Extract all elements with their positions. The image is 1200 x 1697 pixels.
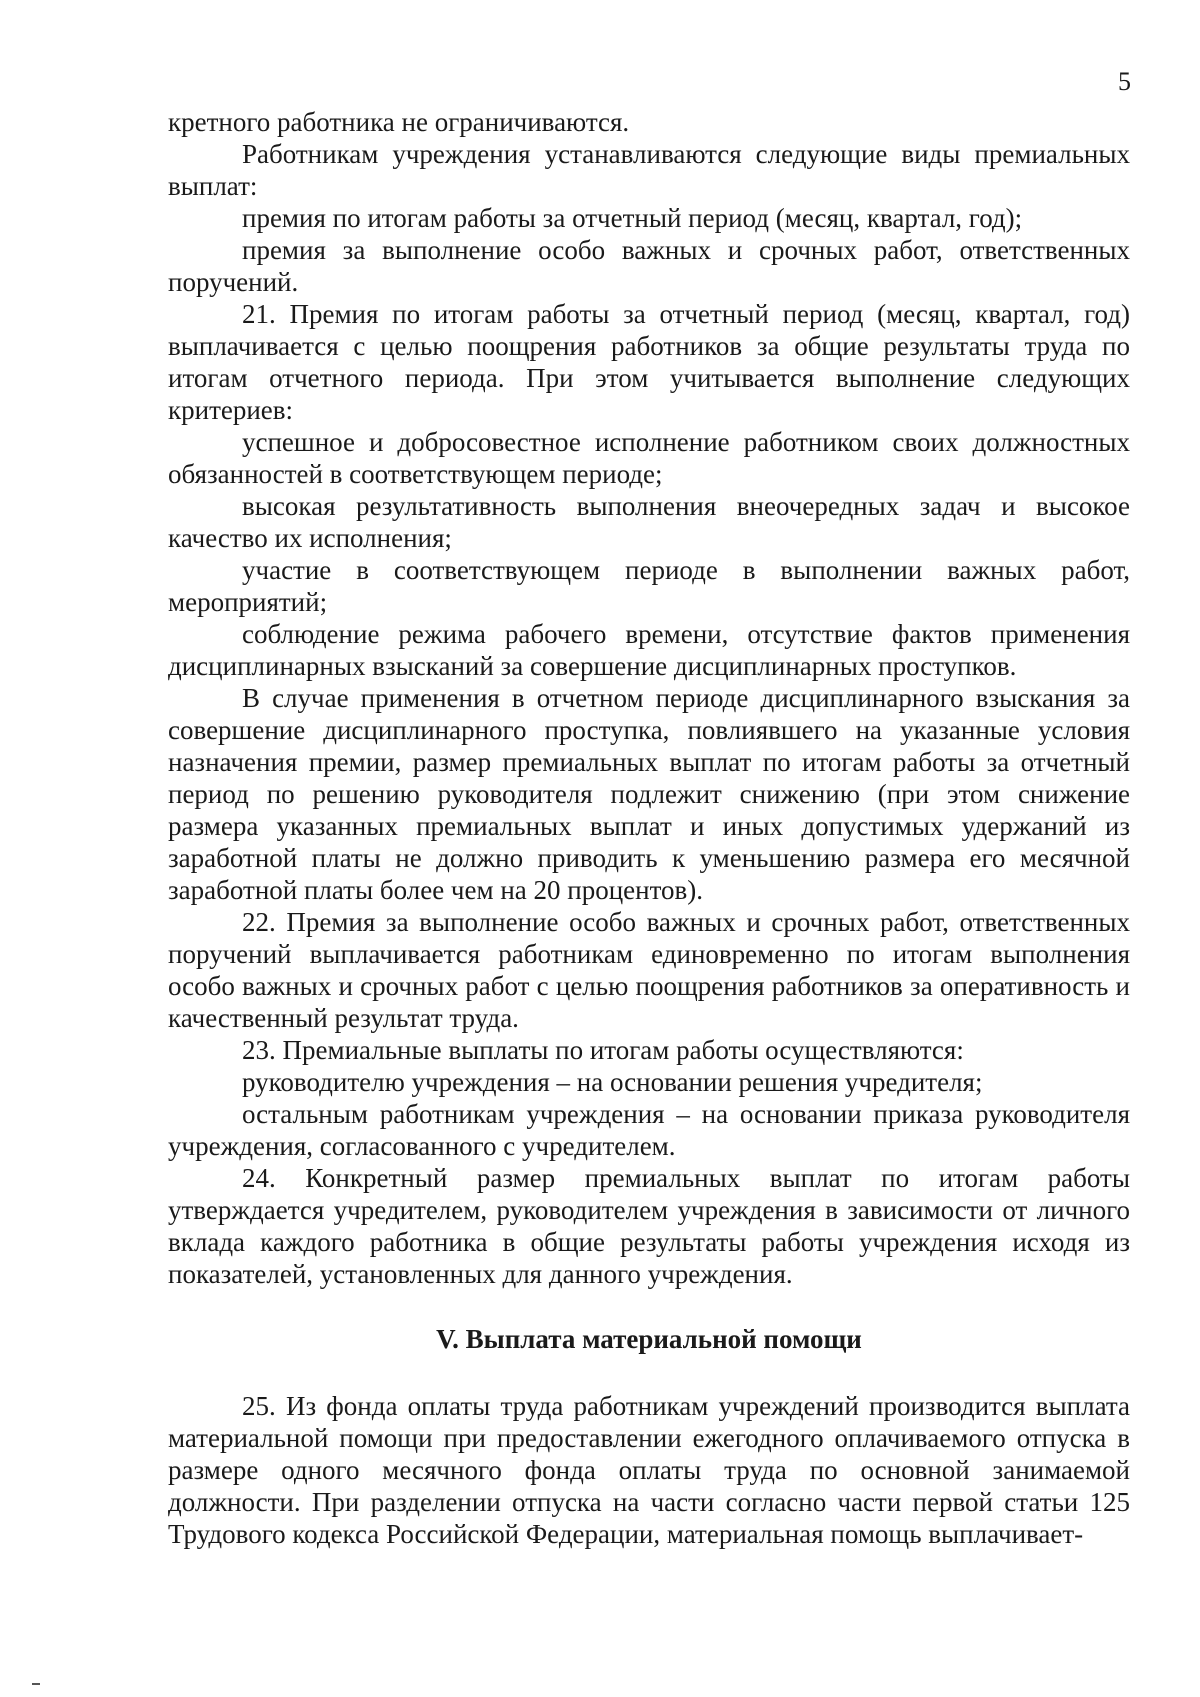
paragraph: В случае применения в отчетном периоде дисциплинарного взыскания за совершение дисциплинарного проступка, повлиявшего на указанные условия назначения премии, размер премиальных выплат по итогам работы за отчетный период по решению руководителя подлежит снижению (при этом снижение размера указанных премиальных выплат и иных допустимых удержаний из заработной платы не должно приводить к уменьшению размера его месячной заработной платы более чем на 20 процентов). — [168, 683, 1130, 905]
paragraph-continuation: кретного работника не ограничиваются. — [168, 107, 630, 137]
paragraph-23: 23. Премиальные выплаты по итогам работы осуществляются: — [242, 1035, 964, 1065]
list-item: соблюдение режима рабочего времени, отсутствие фактов применения дисциплинарных взысканий за совершение дисциплинарных проступков. — [168, 619, 1130, 681]
list-item: высокая результативность выполнения внеочередных задач и высокое качество их исполнения; — [168, 491, 1130, 553]
paragraph-25: 25. Из фонда оплаты труда работникам учреждений производится выплата материальной помощи при предоставлении ежегодного оплачиваемого отпуска в размере одного месячного фонда оплаты труда по основной занимаемой должности. При разделении отпуска на части согласно части первой статьи 125 Трудового кодекса Российской Федерации, материальная помощь выплачивает- — [168, 1391, 1130, 1549]
paragraph: Работникам учреждения устанавливаются следующие виды премиальных выплат: — [168, 139, 1130, 201]
scan-mark — [32, 1683, 40, 1685]
paragraph-24: 24. Конкретный размер премиальных выплат по итогам работы утверждается учредителем, руководителем учреждения в зависимости от личного вклада каждого работника в общие результаты работы учреждения исходя из показателей, установленных для данного учреждения. — [168, 1163, 1130, 1289]
list-item: участие в соответствующем периоде в выполнении важных работ, мероприятий; — [168, 555, 1130, 617]
document-body — [168, 106, 1130, 1550]
list-item: премия за выполнение особо важных и срочных работ, ответственных поручений. — [168, 235, 1130, 297]
list-item: успешное и добросовестное исполнение работником своих должностных обязанностей в соответствующем периоде; — [168, 427, 1130, 489]
paragraph-22: 22. Премия за выполнение особо важных и срочных работ, ответственных поручений выплачивается работникам единовременно по итогам выполнения особо важных и срочных работ с целью поощрения работников за оперативность и качественный результат труда. — [168, 907, 1130, 1033]
page-number: 5 — [1118, 67, 1131, 96]
list-item: руководителю учреждения – на основании решения учредителя; — [242, 1067, 983, 1097]
paragraph-21: 21. Премия по итогам работы за отчетный период (месяц, квартал, год) выплачивается с целью поощрения работников за общие результаты труда по итогам отчетного периода. При этом учитывается выполнение следующих критериев: — [168, 299, 1130, 425]
list-item: остальным работникам учреждения – на основании приказа руководителя учреждения, согласованного с учредителем. — [168, 1099, 1130, 1161]
list-item: премия по итогам работы за отчетный период (месяц, квартал, год); — [242, 203, 1023, 233]
section-heading: V. Выплата материальной помощи — [436, 1324, 862, 1354]
